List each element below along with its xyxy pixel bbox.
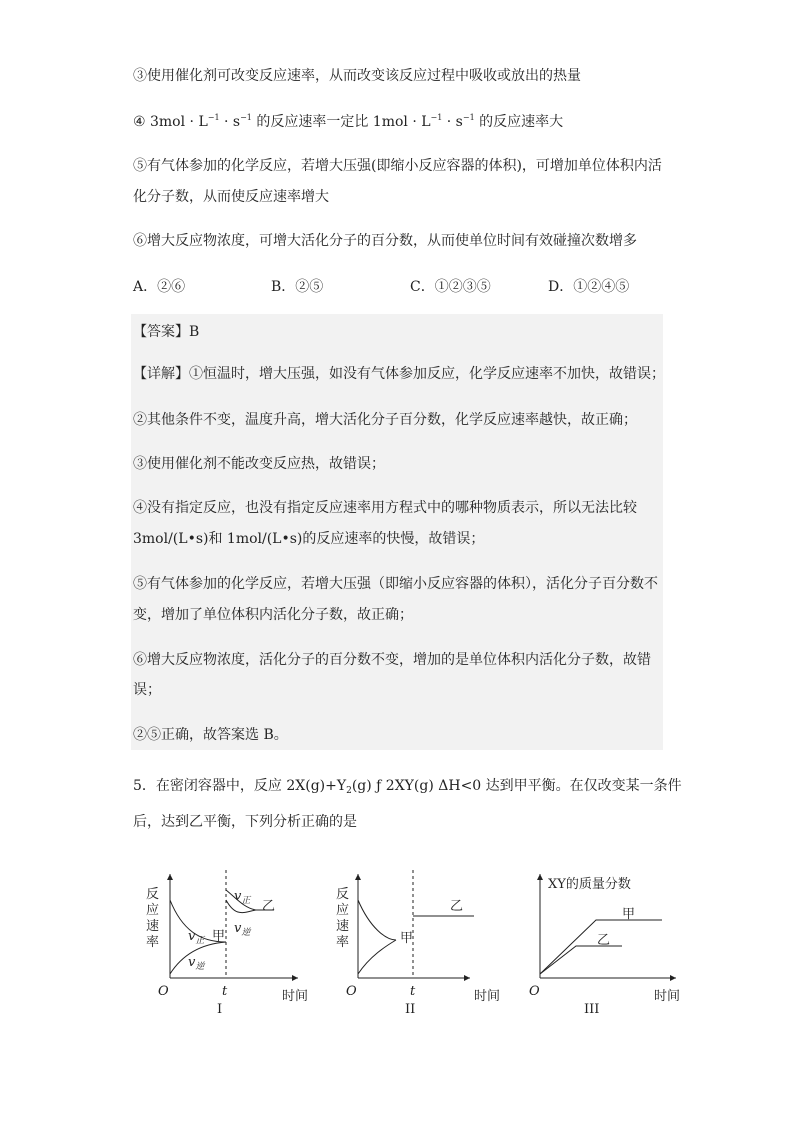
t-label: t (222, 984, 228, 999)
answer-detail-6a: ⑥增大反应物浓度，活化分子的百分数不变，增加的是单位体积内活化分子数，故错 (133, 652, 651, 668)
jia-label: 甲 (212, 929, 226, 944)
answer-detail-5a: ⑤有气体参加的化学反应，若增大压强（即缩小反应容器的体积），活化分子百分数不 (133, 576, 658, 592)
answer-detail-4a: ④没有指定反应，也没有指定反应速率用方程式中的哪种物质表示，所以无法比较 (133, 500, 637, 516)
v-symbol: v (234, 889, 242, 904)
caption: III (584, 1002, 600, 1017)
v-reverse-curve (358, 940, 396, 974)
statement-4-part: 的反应速率一定比 1mol · L (251, 114, 431, 130)
question-5-part: (g) ƒ 2XY(g) ΔH<0 达到甲平衡。在仅改变某一条件 (351, 778, 682, 794)
superscript: −1 (240, 113, 252, 122)
origin-label: O (346, 984, 357, 999)
v-symbol: v (188, 955, 196, 970)
v-label (188, 929, 205, 946)
yi-label: 乙 (450, 899, 464, 914)
jia-label: 甲 (400, 931, 414, 946)
y-label-char: 速 (146, 919, 160, 934)
v-label (234, 889, 251, 906)
statement-5-line2: 化分子数，从而使反应速率增大 (133, 189, 329, 205)
answer-detail-7: ②⑤正确，故答案选 B。 (133, 727, 288, 743)
caption: II (405, 1002, 416, 1017)
y-label-char: 反 (336, 887, 350, 902)
x-label: 时间 (282, 989, 309, 1004)
statement-4-part: · s (219, 114, 241, 130)
statement-4-part: ④ 3mol · L (133, 114, 208, 130)
subscript: 2 (346, 786, 352, 796)
y-label-char: 反 (146, 887, 160, 902)
v-subscript: 正 (195, 936, 205, 946)
y-label-char: 应 (336, 903, 350, 918)
v-label (188, 955, 205, 972)
y-label-char: 应 (146, 903, 160, 918)
option-c: C．①②③⑤ (410, 279, 491, 295)
graph-2 (336, 870, 500, 1017)
y-label-char: 率 (336, 935, 350, 950)
superscript: −1 (462, 113, 475, 122)
superscript: −1 (430, 113, 443, 122)
yi-label: 乙 (597, 933, 611, 948)
v-symbol: v (188, 929, 196, 944)
graph-1 (146, 870, 308, 1017)
statement-5-line1: ⑤有气体参加的化学反应，若增大压强(即缩小反应容器的体积)，可增加单位体积内活 (133, 158, 662, 174)
answer-detail-3: ③使用催化剂不能改变反应热，故错误； (133, 456, 385, 472)
yi-label: 乙 (262, 899, 276, 914)
option-d: D．①②④⑤ (548, 279, 630, 295)
answer-detail-5b: 变，增加了单位体积内活化分子数，故正确； (133, 607, 413, 623)
answer-detail-4b: 3mol/(L•s)和 1mol/(L•s)的反应速率的快慢，故错误； (133, 531, 485, 547)
x-label: 时间 (654, 989, 681, 1004)
answer-detail-1: 【详解】①恒温时，增大压强，如没有气体参加反应，化学反应速率不加快，故错误； (133, 366, 665, 382)
answer-label: 【答案】B (133, 324, 200, 340)
statement-4-part: 的反应速率大 (474, 114, 564, 130)
y-label: XY的质量分数 (548, 877, 631, 892)
statement-4 (133, 112, 563, 134)
graphs-figure (0, 860, 794, 1030)
origin-label: O (158, 984, 169, 999)
v-forward-curve (358, 900, 396, 940)
caption: I (217, 1002, 223, 1017)
question-5-line2: 后，达到乙平衡，下列分析正确的是 (133, 814, 357, 830)
v-subscript: 逆 (241, 928, 251, 938)
origin-label: O (529, 984, 540, 999)
question-5-part: 5．在密闭容器中，反应 2X(g)+Y (133, 778, 347, 794)
x-label: 时间 (474, 989, 501, 1004)
jia-label: 甲 (622, 907, 636, 922)
statement-4-part: · s (442, 114, 463, 130)
statement-3: ③使用催化剂可改变反应速率，从而改变该反应过程中吸收或放出的热量 (133, 68, 581, 84)
graph-3 (529, 874, 680, 1017)
answer-detail-6b: 误； (133, 682, 161, 698)
v-symbol: v (234, 921, 242, 936)
yi-line (540, 946, 622, 974)
v-subscript: 逆 (195, 962, 205, 972)
option-b: B．②⑤ (271, 279, 324, 295)
t-label: t (410, 984, 416, 999)
question-5-line1 (133, 776, 682, 798)
v-label (234, 921, 251, 938)
answer-detail-2: ②其他条件不变，温度升高，增大活化分子百分数，化学反应速率越快，故正确； (133, 412, 637, 428)
y-label-char: 速 (336, 919, 350, 934)
statement-6: ⑥增大反应物浓度，可增大活化分子的百分数，从而使单位时间有效碰撞次数增多 (133, 233, 637, 249)
y-label-char: 率 (146, 935, 160, 950)
option-a: A．②⑥ (133, 279, 186, 295)
superscript: −1 (207, 113, 220, 122)
v-subscript: 正 (241, 896, 251, 906)
